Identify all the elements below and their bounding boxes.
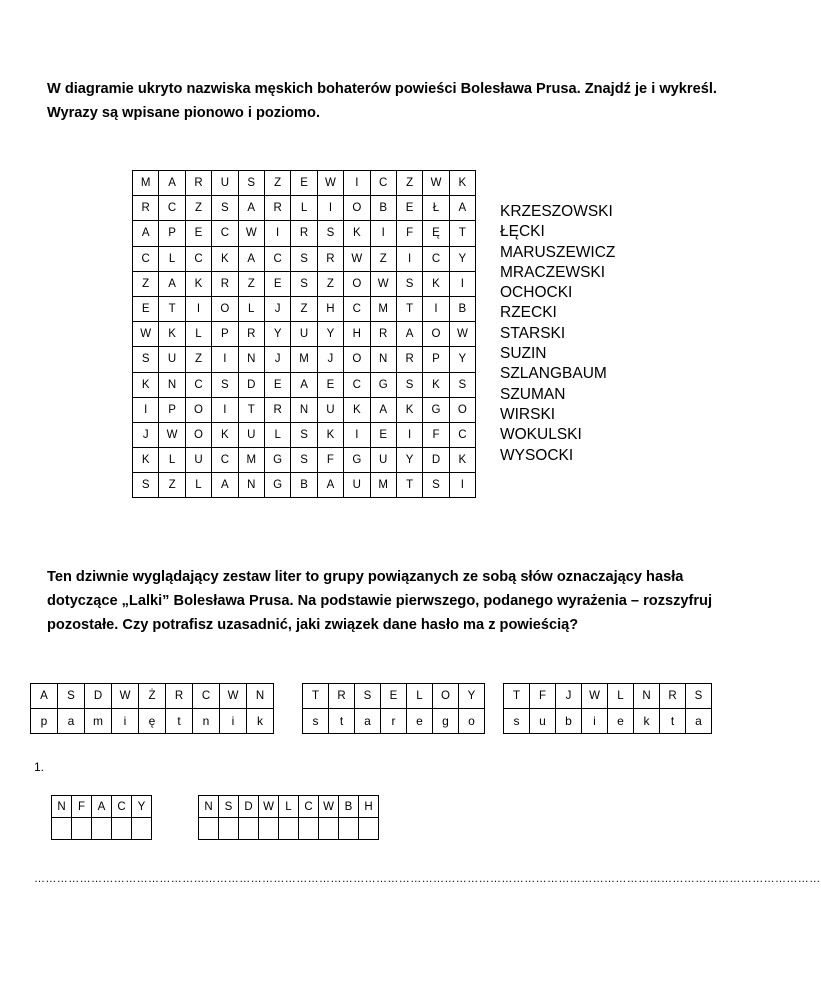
name-list-item: SUZIN (500, 345, 547, 363)
grid-cell[interactable]: L (185, 473, 211, 498)
plain-letter: i (220, 709, 247, 734)
grid-cell[interactable]: T (449, 221, 475, 246)
grid-cell[interactable]: I (370, 221, 396, 246)
grid-cell[interactable]: C (212, 221, 238, 246)
grid-cell[interactable]: A (212, 473, 238, 498)
grid-cell[interactable]: O (344, 196, 370, 221)
grid-cell[interactable]: R (370, 322, 396, 347)
plain-letter: t (329, 709, 355, 734)
plain-letter: u (530, 709, 556, 734)
grid-cell[interactable]: W (317, 171, 343, 196)
cipher-letter: N (52, 796, 72, 818)
grid-cell[interactable]: R (291, 221, 317, 246)
grid-cell[interactable]: C (344, 296, 370, 321)
name-list-item: MRACZEWSKI (500, 263, 606, 281)
name-list-item: STARSKI (500, 324, 566, 342)
plain-letter: t (166, 709, 193, 734)
answer-cell[interactable] (239, 818, 259, 840)
cipher-letter: C (193, 684, 220, 709)
cipher-letter: A (31, 684, 58, 709)
grid-cell[interactable]: K (344, 397, 370, 422)
plain-letter: k (634, 709, 660, 734)
grid-cell[interactable]: G (370, 372, 396, 397)
plain-letter: a (686, 709, 712, 734)
answer-cell[interactable] (112, 818, 132, 840)
grid-cell[interactable]: G (264, 473, 290, 498)
plain-letter: e (407, 709, 433, 734)
grid-cell[interactable]: P (212, 322, 238, 347)
grid-cell[interactable]: J (264, 296, 290, 321)
grid-cell[interactable]: C (159, 196, 185, 221)
grid-cell[interactable]: K (423, 271, 449, 296)
grid-cell[interactable]: N (238, 473, 264, 498)
grid-cell[interactable]: T (159, 296, 185, 321)
grid-cell[interactable]: C (370, 171, 396, 196)
answer-cell[interactable] (199, 818, 219, 840)
cipher-row (199, 796, 379, 818)
grid-cell[interactable]: T (238, 397, 264, 422)
grid-cell[interactable]: P (423, 347, 449, 372)
grid-cell[interactable]: U (238, 422, 264, 447)
cipher-row (303, 684, 485, 709)
grid-cell[interactable]: F (396, 221, 422, 246)
grid-cell[interactable]: U (370, 448, 396, 473)
grid-cell[interactable]: S (423, 473, 449, 498)
grid-cell[interactable]: I (449, 271, 475, 296)
grid-cell[interactable]: J (133, 422, 159, 447)
answer-cell[interactable] (299, 818, 319, 840)
cipher-letter: L (279, 796, 299, 818)
grid-cell[interactable]: R (317, 246, 343, 271)
grid-cell[interactable]: R (185, 171, 211, 196)
grid-cell[interactable]: L (159, 448, 185, 473)
answer-row (52, 818, 152, 840)
grid-cell[interactable]: Y (264, 322, 290, 347)
grid-cell[interactable]: H (344, 322, 370, 347)
cipher-letter: C (299, 796, 319, 818)
grid-cell[interactable]: E (264, 372, 290, 397)
grid-cell[interactable]: Z (370, 246, 396, 271)
grid-row (133, 171, 476, 196)
grid-cell[interactable]: A (396, 322, 422, 347)
grid-cell[interactable]: Y (317, 322, 343, 347)
grid-cell[interactable]: O (185, 422, 211, 447)
grid-row (133, 246, 476, 271)
cipher-letter: W (259, 796, 279, 818)
grid-cell[interactable]: K (185, 271, 211, 296)
cipher-letter: L (407, 684, 433, 709)
grid-cell[interactable]: I (317, 196, 343, 221)
grid-cell[interactable]: I (133, 397, 159, 422)
grid-cell[interactable]: R (264, 196, 290, 221)
grid-cell[interactable]: H (317, 296, 343, 321)
cipher-instructions: Ten dziwnie wyglądający zestaw liter to grupy powiązanych ze sobą słów oznaczający hasła dotyczące „Lalki” Bolesława Prusa. Na podstawie pierwszego, podanego wyrażenia – rozszyfruj pozostałe. Czy potrafisz uzasadnić, jaki związek dane hasło ma z powieścią? (47, 569, 713, 633)
plain-letter: g (433, 709, 459, 734)
grid-cell[interactable]: S (133, 473, 159, 498)
grid-cell[interactable]: R (212, 271, 238, 296)
grid-cell[interactable]: S (396, 372, 422, 397)
grid-cell[interactable]: I (449, 473, 475, 498)
name-list-item: WIRSKI (500, 405, 556, 423)
grid-cell[interactable]: I (396, 246, 422, 271)
cipher-letter: Y (459, 684, 485, 709)
grid-cell[interactable]: D (423, 448, 449, 473)
grid-cell[interactable]: N (291, 397, 317, 422)
grid-cell[interactable]: O (185, 397, 211, 422)
grid-cell[interactable]: Z (133, 271, 159, 296)
cipher-letter: L (608, 684, 634, 709)
grid-cell[interactable]: M (370, 473, 396, 498)
grid-cell[interactable]: G (344, 448, 370, 473)
answer-cell[interactable] (72, 818, 92, 840)
grid-cell[interactable]: C (212, 448, 238, 473)
grid-cell[interactable]: Ł (423, 196, 449, 221)
grid-cell[interactable]: F (317, 448, 343, 473)
grid-cell[interactable]: O (344, 347, 370, 372)
grid-cell[interactable]: R (264, 397, 290, 422)
grid-cell[interactable]: J (264, 347, 290, 372)
grid-cell[interactable]: G (264, 448, 290, 473)
plain-letter: i (582, 709, 608, 734)
cipher-letter: H (359, 796, 379, 818)
cipher-letter: T (504, 684, 530, 709)
cipher-letter: S (355, 684, 381, 709)
answer-cell[interactable] (52, 818, 72, 840)
grid-cell[interactable]: S (212, 372, 238, 397)
cipher-row (31, 684, 274, 709)
grid-cell[interactable]: B (370, 196, 396, 221)
grid-cell[interactable]: I (344, 171, 370, 196)
cipher-letter: S (219, 796, 239, 818)
grid-cell[interactable]: U (185, 448, 211, 473)
grid-cell[interactable]: S (291, 448, 317, 473)
grid-cell[interactable]: S (291, 246, 317, 271)
grid-cell[interactable]: K (212, 422, 238, 447)
intro-instructions: W diagramie ukryto nazwiska męskich bohaterów powieści Bolesława Prusa. Znajdź je i wykreśl. Wyrazy są wpisane pionowo i poziomo. (47, 81, 717, 121)
plain-letter: a (58, 709, 85, 734)
grid-cell[interactable]: C (185, 372, 211, 397)
cipher-letter: D (239, 796, 259, 818)
grid-cell[interactable]: Z (185, 196, 211, 221)
grid-cell[interactable]: K (317, 422, 343, 447)
plain-letter: i (112, 709, 139, 734)
answer-cell[interactable] (259, 818, 279, 840)
plain-letter: s (504, 709, 530, 734)
answer-cell[interactable] (132, 818, 152, 840)
grid-cell[interactable]: Z (264, 171, 290, 196)
cipher-letter: C (112, 796, 132, 818)
plain-letter: e (608, 709, 634, 734)
answer-cell[interactable] (319, 818, 339, 840)
grid-cell[interactable]: U (344, 473, 370, 498)
grid-cell[interactable]: C (264, 246, 290, 271)
grid-cell[interactable]: Y (449, 347, 475, 372)
cipher-letter: N (634, 684, 660, 709)
answer-cell[interactable] (92, 818, 112, 840)
grid-cell[interactable]: U (159, 347, 185, 372)
plain-letter: ę (139, 709, 166, 734)
plain-letter: r (381, 709, 407, 734)
grid-cell[interactable]: K (396, 397, 422, 422)
grid-cell[interactable]: A (291, 372, 317, 397)
name-list-item: RZECKI (500, 304, 557, 322)
cipher-letter: N (247, 684, 274, 709)
plain-row (31, 709, 274, 734)
grid-row (133, 422, 476, 447)
grid-cell[interactable]: A (238, 246, 264, 271)
grid-cell[interactable]: E (370, 422, 396, 447)
grid-cell[interactable]: E (133, 296, 159, 321)
cipher-exercise-2 (198, 795, 379, 840)
grid-cell[interactable]: U (317, 397, 343, 422)
plain-letter: b (556, 709, 582, 734)
grid-cell[interactable]: O (344, 271, 370, 296)
grid-cell[interactable]: S (396, 271, 422, 296)
grid-cell[interactable]: R (238, 322, 264, 347)
grid-cell[interactable]: K (133, 448, 159, 473)
grid-cell[interactable]: L (159, 246, 185, 271)
cipher-letter: W (319, 796, 339, 818)
grid-cell[interactable]: A (370, 397, 396, 422)
grid-cell[interactable]: P (159, 397, 185, 422)
grid-cell[interactable]: Z (238, 271, 264, 296)
grid-cell[interactable]: E (185, 221, 211, 246)
grid-cell[interactable]: A (159, 271, 185, 296)
grid-cell[interactable]: Z (185, 347, 211, 372)
cipher-letter: J (556, 684, 582, 709)
grid-cell[interactable]: N (370, 347, 396, 372)
grid-cell[interactable]: I (423, 296, 449, 321)
name-list-item: KRZESZOWSKI (500, 203, 613, 220)
plain-row (303, 709, 485, 734)
cipher-letter: E (381, 684, 407, 709)
name-list-item: WYSOCKI (500, 446, 574, 464)
cipher-letter: N (199, 796, 219, 818)
grid-cell[interactable]: O (423, 322, 449, 347)
cipher-letter: O (433, 684, 459, 709)
grid-cell[interactable]: L (238, 296, 264, 321)
cipher-letter: R (166, 684, 193, 709)
grid-cell[interactable]: S (238, 171, 264, 196)
grid-cell[interactable]: T (396, 473, 422, 498)
grid-cell[interactable]: S (291, 271, 317, 296)
grid-cell[interactable]: I (264, 221, 290, 246)
hidden-names-list (500, 202, 615, 466)
grid-cell[interactable]: S (291, 422, 317, 447)
answer-cell[interactable] (359, 818, 379, 840)
grid-cell[interactable]: C (344, 372, 370, 397)
grid-cell[interactable]: W (133, 322, 159, 347)
grid-cell[interactable]: N (159, 372, 185, 397)
grid-cell[interactable]: M (370, 296, 396, 321)
grid-cell[interactable]: I (185, 296, 211, 321)
plain-letter: n (193, 709, 220, 734)
answer-line: ……………………………………………………………………………………………………………………………………………………………………………………… (34, 873, 821, 885)
cipher-letter: Y (132, 796, 152, 818)
grid-cell[interactable]: L (264, 422, 290, 447)
cipher-example-3 (503, 683, 712, 734)
cipher-letter: S (686, 684, 712, 709)
grid-cell[interactable]: Y (449, 246, 475, 271)
plain-letter: k (247, 709, 274, 734)
cipher-row (52, 796, 152, 818)
grid-cell[interactable]: W (159, 422, 185, 447)
grid-cell[interactable]: E (291, 171, 317, 196)
grid-cell[interactable]: G (423, 397, 449, 422)
grid-row (133, 347, 476, 372)
grid-cell[interactable]: S (449, 372, 475, 397)
grid-row (133, 271, 476, 296)
grid-row (133, 372, 476, 397)
grid-cell[interactable]: R (396, 347, 422, 372)
name-list-item: WOKULSKI (500, 426, 582, 444)
grid-cell[interactable]: E (264, 271, 290, 296)
grid-cell[interactable]: I (212, 397, 238, 422)
plain-letter: p (31, 709, 58, 734)
cipher-letter: R (660, 684, 686, 709)
name-list-item: ŁĘCKI (500, 223, 545, 241)
grid-cell[interactable]: I (344, 422, 370, 447)
grid-cell[interactable]: B (449, 296, 475, 321)
name-list-item: SZUMAN (500, 385, 566, 403)
grid-cell[interactable]: C (133, 246, 159, 271)
grid-cell[interactable]: W (423, 171, 449, 196)
grid-cell[interactable]: D (238, 372, 264, 397)
grid-cell[interactable]: C (185, 246, 211, 271)
grid-cell[interactable]: Z (159, 473, 185, 498)
grid-cell[interactable]: J (317, 347, 343, 372)
grid-cell[interactable]: M (291, 347, 317, 372)
grid-cell[interactable]: E (396, 196, 422, 221)
grid-cell[interactable]: L (185, 322, 211, 347)
grid-cell[interactable]: W (344, 246, 370, 271)
grid-cell[interactable]: W (238, 221, 264, 246)
cipher-letter: W (112, 684, 139, 709)
grid-row (133, 296, 476, 321)
grid-cell[interactable]: Y (396, 448, 422, 473)
grid-cell[interactable]: K (344, 221, 370, 246)
cipher-letter: B (339, 796, 359, 818)
cipher-letter: W (582, 684, 608, 709)
grid-cell[interactable]: E (317, 372, 343, 397)
grid-cell[interactable]: O (449, 397, 475, 422)
grid-cell[interactable]: Z (291, 296, 317, 321)
cipher-letter: R (329, 684, 355, 709)
plain-letter: t (660, 709, 686, 734)
plain-letter: o (459, 709, 485, 734)
grid-cell[interactable]: A (317, 473, 343, 498)
grid-cell[interactable]: U (291, 322, 317, 347)
grid-cell[interactable]: K (423, 372, 449, 397)
grid-cell[interactable]: Z (396, 171, 422, 196)
grid-cell[interactable]: P (159, 221, 185, 246)
cipher-letter: T (303, 684, 329, 709)
plain-letter: s (303, 709, 329, 734)
grid-cell[interactable]: S (133, 347, 159, 372)
answer-cell[interactable] (219, 818, 239, 840)
grid-cell[interactable]: U (212, 171, 238, 196)
grid-cell[interactable]: W (370, 271, 396, 296)
grid-cell[interactable]: K (449, 448, 475, 473)
grid-cell[interactable]: M (238, 448, 264, 473)
answer-row (199, 818, 379, 840)
name-list-item: OCHOCKI (500, 284, 573, 302)
grid-cell[interactable]: K (159, 322, 185, 347)
cipher-letter: W (220, 684, 247, 709)
grid-cell[interactable]: M (133, 171, 159, 196)
cipher-letter: S (58, 684, 85, 709)
grid-row (133, 322, 476, 347)
cipher-letter: Ż (139, 684, 166, 709)
word-search-grid (132, 170, 476, 498)
grid-row (133, 221, 476, 246)
answer-cell[interactable] (339, 818, 359, 840)
cipher-row (504, 684, 712, 709)
grid-cell[interactable]: Z (317, 271, 343, 296)
grid-cell[interactable]: A (449, 196, 475, 221)
cipher-letter: A (92, 796, 112, 818)
grid-cell[interactable]: T (396, 296, 422, 321)
grid-cell[interactable]: A (238, 196, 264, 221)
cipher-letter: F (530, 684, 556, 709)
grid-cell[interactable]: W (449, 322, 475, 347)
name-list-item: SZLANGBAUM (500, 365, 607, 383)
plain-letter: m (85, 709, 112, 734)
cipher-letter: D (85, 684, 112, 709)
grid-cell[interactable]: Ę (423, 221, 449, 246)
grid-cell[interactable]: L (291, 196, 317, 221)
grid-cell[interactable]: C (449, 422, 475, 447)
grid-cell[interactable]: I (396, 422, 422, 447)
grid-cell[interactable]: S (212, 196, 238, 221)
plain-letter: a (355, 709, 381, 734)
grid-cell[interactable]: B (291, 473, 317, 498)
exercise-number: 1. (34, 760, 45, 774)
grid-cell[interactable]: A (133, 221, 159, 246)
answer-cell[interactable] (279, 818, 299, 840)
grid-row (133, 473, 476, 498)
grid-row (133, 448, 476, 473)
cipher-example-2 (302, 683, 485, 734)
grid-row (133, 397, 476, 422)
grid-cell[interactable]: I (212, 347, 238, 372)
grid-cell[interactable]: K (212, 246, 238, 271)
grid-cell[interactable]: N (238, 347, 264, 372)
grid-cell[interactable]: C (423, 246, 449, 271)
grid-cell[interactable]: S (317, 221, 343, 246)
grid-cell[interactable]: R (133, 196, 159, 221)
cipher-letter: F (72, 796, 92, 818)
cipher-example-1 (30, 683, 274, 734)
name-list-item: MARUSZEWICZ (500, 243, 616, 261)
grid-row (133, 196, 476, 221)
grid-cell[interactable]: K (449, 171, 475, 196)
cipher-exercise-1 (51, 795, 152, 840)
grid-cell[interactable]: F (423, 422, 449, 447)
grid-cell[interactable]: O (212, 296, 238, 321)
grid-cell[interactable]: K (133, 372, 159, 397)
grid-cell[interactable]: A (159, 171, 185, 196)
plain-row (504, 709, 712, 734)
